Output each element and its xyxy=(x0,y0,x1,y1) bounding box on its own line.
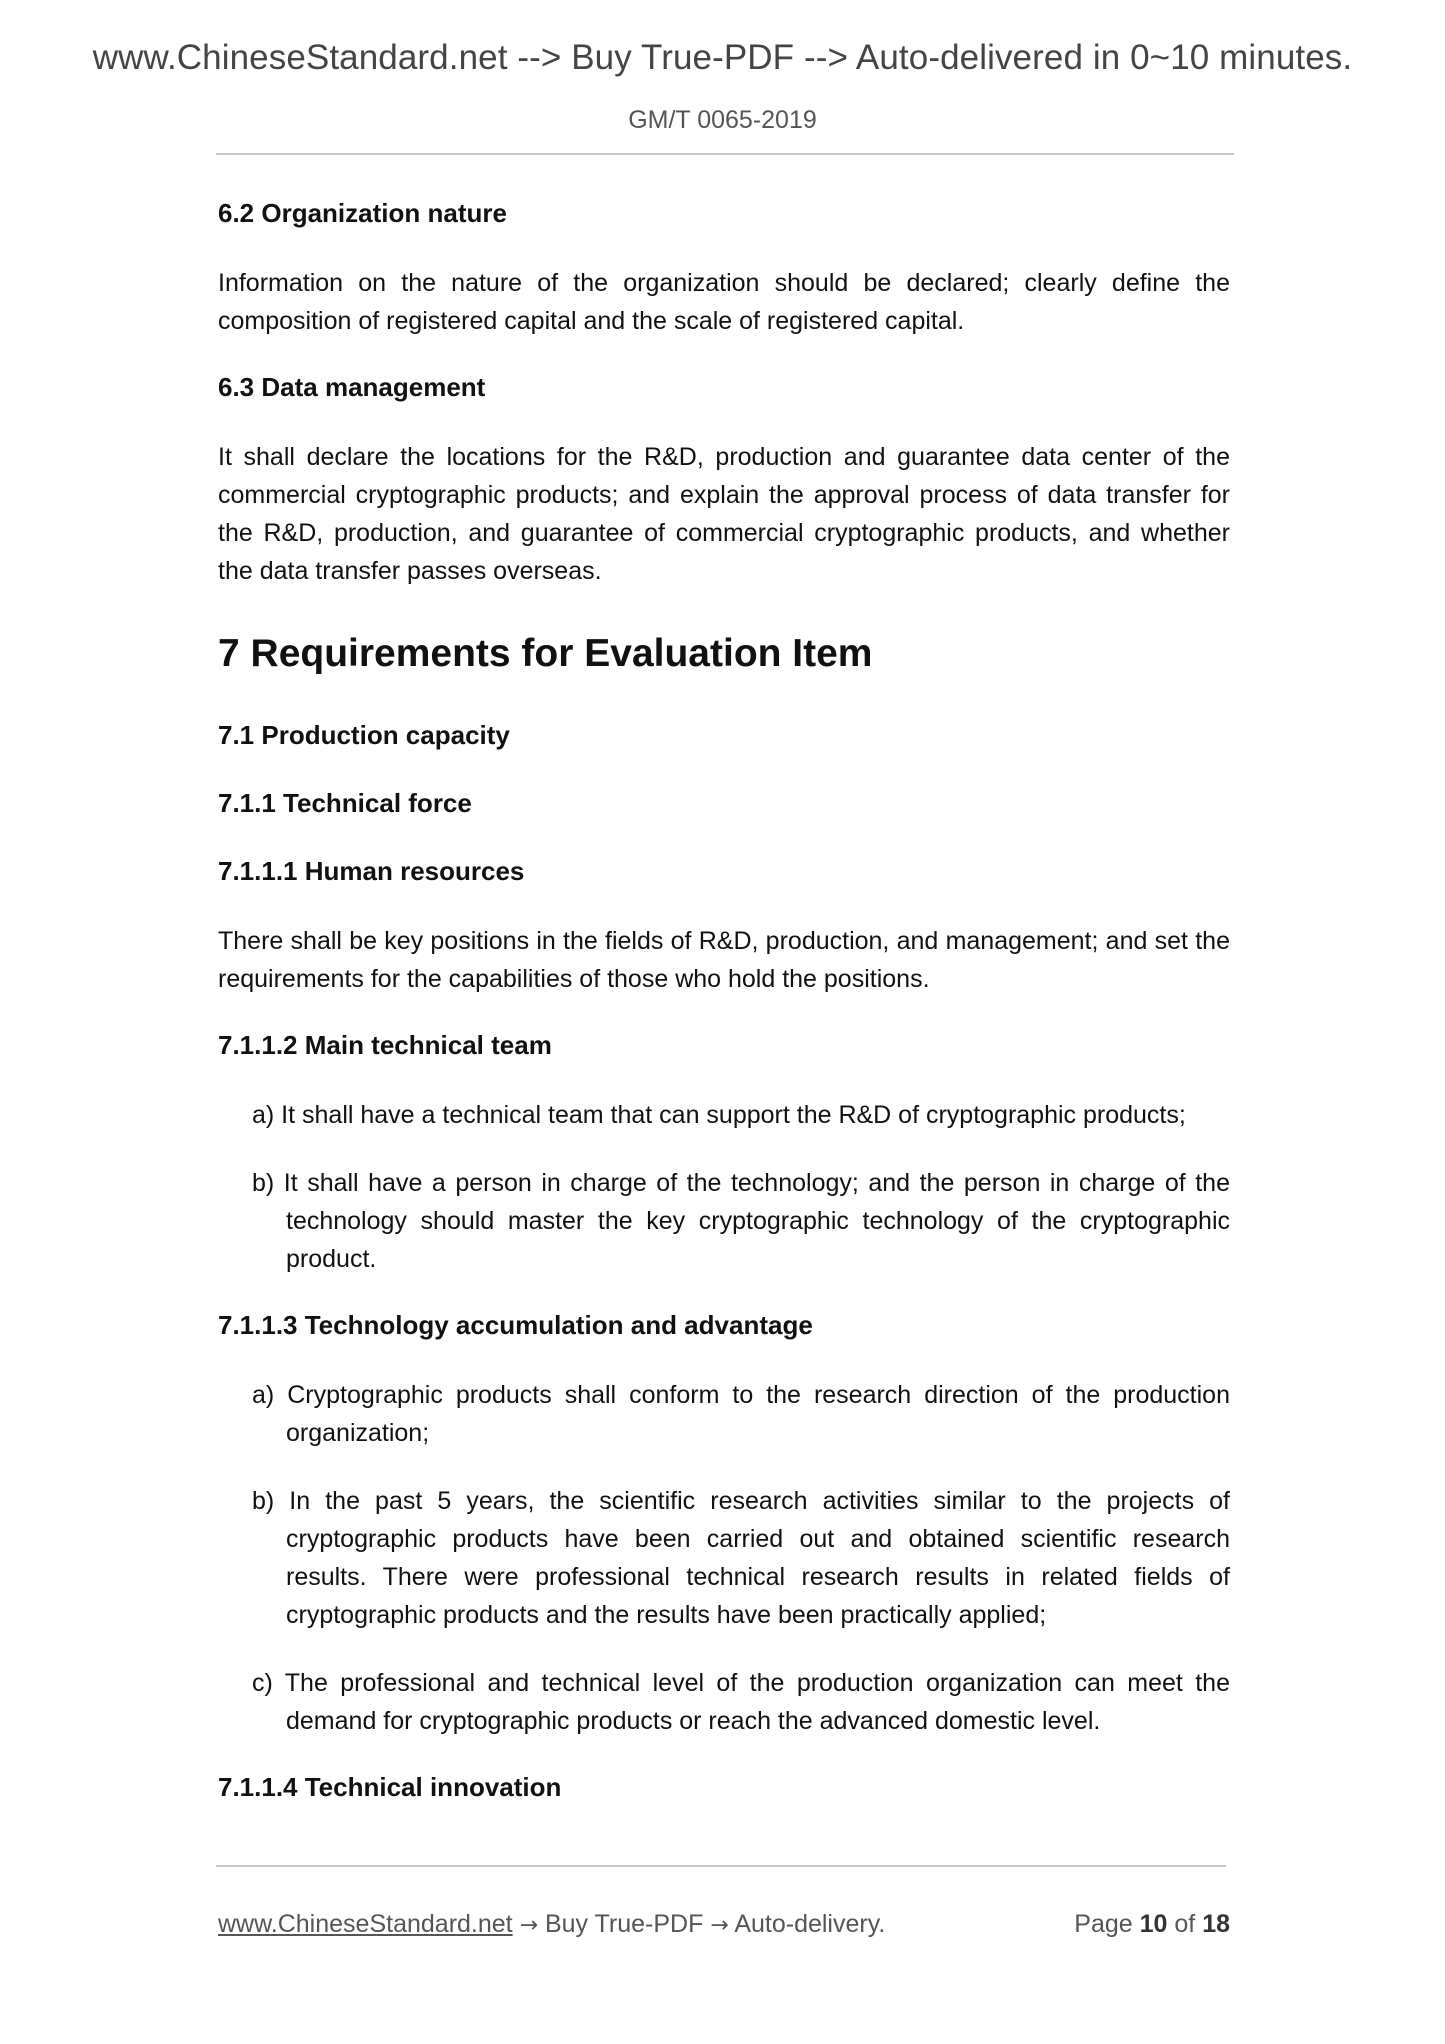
page-number: 10 xyxy=(1139,1910,1168,1938)
chapter-heading-7: 7 Requirements for Evaluation Item xyxy=(218,632,873,675)
list-item: a) It shall have a technical team that can support the R&D of cryptographic products; xyxy=(252,1101,1186,1129)
section-heading-7-1-1: 7.1.1 Technical force xyxy=(218,788,472,818)
section-text-7-1-1-1: There shall be key positions in the fields of R&D, production, and management; and set the requirements for the capabilities of those who hold the positions. xyxy=(218,927,1230,993)
arrow-right-icon: → xyxy=(519,1913,539,1938)
list-item: b) It shall have a person in charge of the technology; and the person in charge of the technology should master the key cryptographic technology of the cryptographic product. xyxy=(252,1169,1230,1273)
section-heading-7-1-1-3: 7.1.1.3 Technology accumulation and advantage xyxy=(218,1310,813,1340)
header-banner: www.ChineseStandard.net --> Buy True-PDF --> Auto-delivered in 0~10 minutes. xyxy=(92,38,1353,77)
section-heading-7-1-1-1: 7.1.1.1 Human resources xyxy=(218,856,525,886)
list-item: c) The professional and technical level of the production organization can meet the demand for cryptographic products or reach the advanced domestic level. xyxy=(252,1669,1230,1735)
section-heading-7-1-1-4: 7.1.1.4 Technical innovation xyxy=(218,1772,562,1802)
page-label: Page xyxy=(1074,1910,1133,1938)
standard-code: GM/T 0065-2019 xyxy=(628,106,817,134)
section-heading-7-1: 7.1 Production capacity xyxy=(218,720,510,750)
list-item: a) Cryptographic products shall conform to the research direction of the production organization; xyxy=(252,1381,1230,1447)
section-heading-7-1-1-2: 7.1.1.2 Main technical team xyxy=(218,1030,552,1060)
header-divider xyxy=(216,153,1234,155)
footer-site-link[interactable]: www.ChineseStandard.net xyxy=(218,1910,513,1938)
page-total: 18 xyxy=(1202,1910,1230,1938)
of-label: of xyxy=(1174,1910,1196,1938)
list-item: b) In the past 5 years, the scientific research activities similar to the projects of cryptographic products have been carried out and obtained scientific research results. There were professional technical research results in related fields of cryptographic products and the results have been practically applied; xyxy=(252,1487,1230,1629)
section-text-6-2: Information on the nature of the organization should be declared; clearly define the composition of registered capital and the scale of registered capital. xyxy=(218,269,1230,335)
footer-buy-text: Buy True-PDF xyxy=(544,1910,704,1938)
arrow-right-icon: → xyxy=(710,1913,729,1938)
footer-divider xyxy=(216,1865,1226,1867)
section-heading-6-3: 6.3 Data management xyxy=(218,372,486,402)
section-text-6-3: It shall declare the locations for the R&D, production and guarantee data center of the commercial cryptographic products; and explain the approval process of data transfer for the R&D, production, and guarantee of commercial cryptographic products, and whether the data transfer passes overseas. xyxy=(218,443,1230,585)
section-heading-6-2: 6.2 Organization nature xyxy=(218,198,507,228)
page-footer xyxy=(218,1910,1230,1939)
document-body xyxy=(218,196,1230,1838)
page-indicator xyxy=(1074,1910,1230,1939)
footer-delivery-text: Auto-delivery. xyxy=(734,1910,886,1938)
